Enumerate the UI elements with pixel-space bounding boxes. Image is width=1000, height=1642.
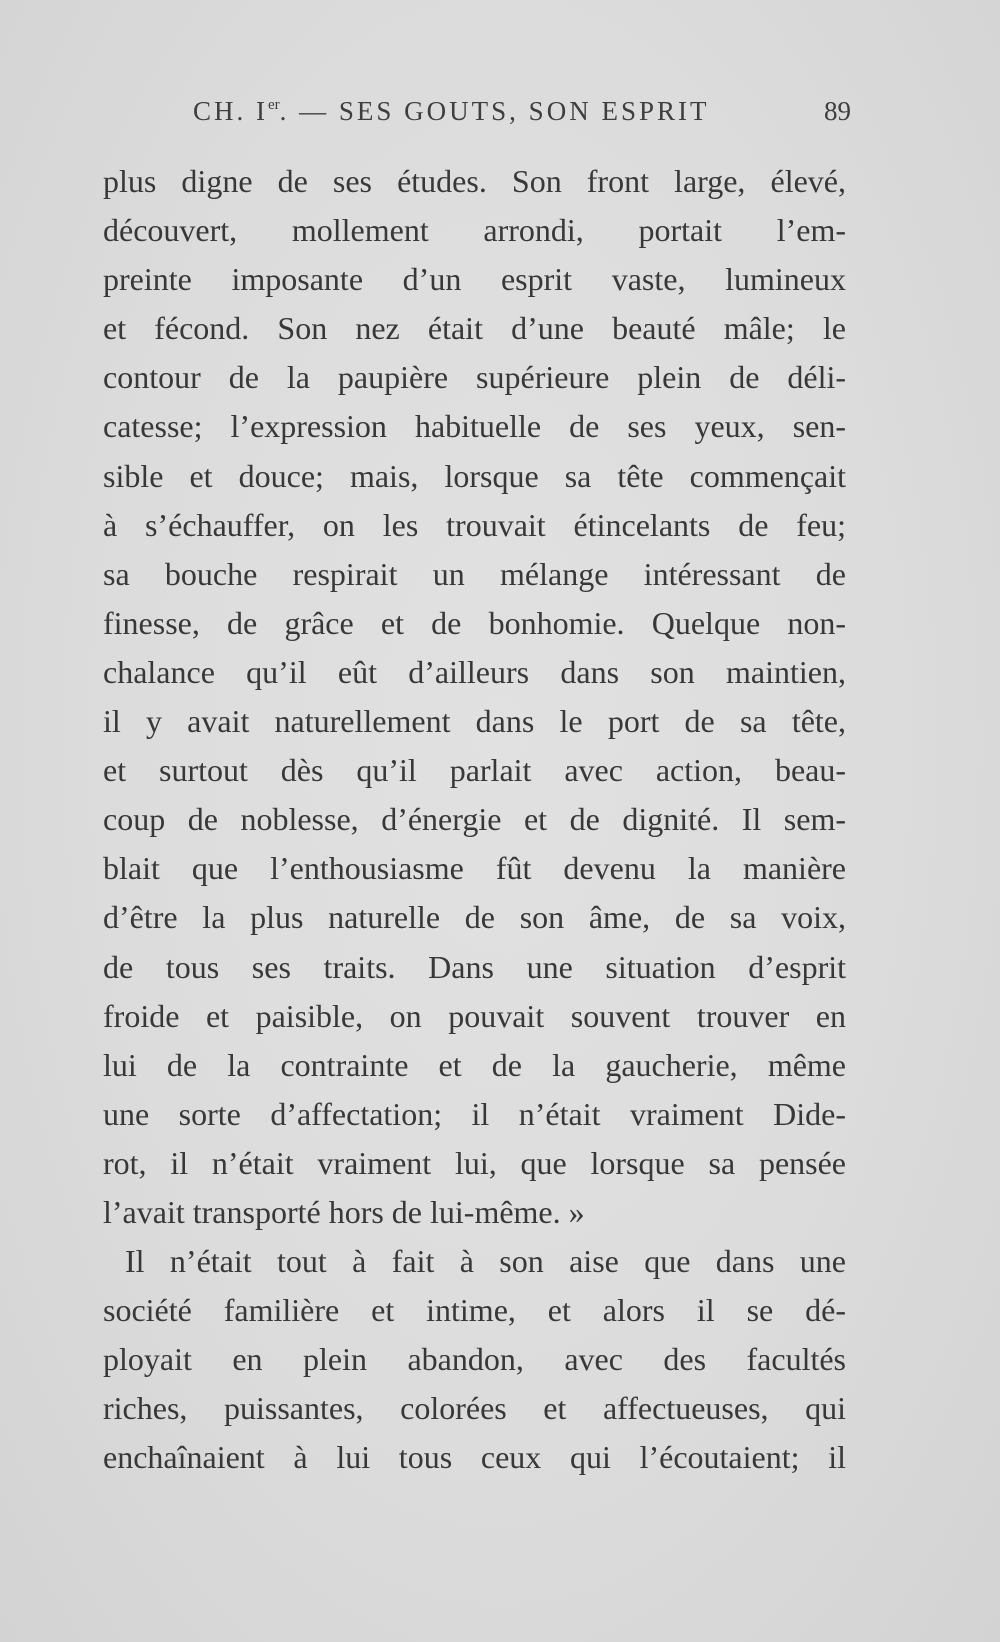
running-title-superscript: er <box>268 97 280 113</box>
text-line: de tous ses traits. Dans une situation d’esprit <box>103 948 846 985</box>
page-number: 89 <box>824 96 851 126</box>
text-line: société familière et intime, et alors il se dé- <box>103 1292 846 1329</box>
text-line: blait que l’enthousiasme fût devenu la manière <box>103 850 846 887</box>
text-line: et surtout dès qu’il parlait avec action, beau- <box>103 752 846 789</box>
text-line: sible et douce; mais, lorsque sa tête commençait <box>103 457 846 494</box>
text-line: une sorte d’affectation; il n’était vraiment Dide- <box>103 1095 846 1132</box>
running-title-chapter: CH. I <box>193 96 268 126</box>
text-line: riches, puissantes, colorées et affectueuses, qui <box>103 1390 846 1427</box>
text-line: catesse; l’expression habituelle de ses yeux, sen- <box>103 408 846 445</box>
text-line: preinte imposante d’un esprit vaste, lumineux <box>103 261 846 298</box>
text-line: plus digne de ses études. Son front large, élevé, <box>103 163 846 199</box>
text-line-paragraph-start: Il n’était tout à fait à son aise que dans une <box>125 1243 846 1280</box>
text-line: d’être la plus naturelle de son âme, de sa voix, <box>103 899 846 936</box>
text-line: enchaînaient à lui tous ceux qui l’écoutaient; il <box>103 1439 846 1476</box>
running-title-text: . — SES GOUTS, SON ESPRIT <box>279 96 710 126</box>
running-title <box>193 96 709 127</box>
body-text <box>103 157 846 1483</box>
text-line: lui de la contrainte et de la gaucherie, même <box>103 1046 846 1083</box>
text-line: chalance qu’il eût d’ailleurs dans son maintien, <box>103 653 846 690</box>
text-line: coup de noblesse, d’énergie et de dignité. Il sem- <box>103 801 846 838</box>
text-line: et fécond. Son nez était d’une beauté mâle; le <box>103 310 846 347</box>
text-line-paragraph-end: l’avait transporté hors de lui-même. » <box>103 1193 585 1230</box>
text-line: il y avait naturellement dans le port de sa tête, <box>103 703 846 740</box>
text-line: rot, il n’était vraiment lui, que lorsque sa pensée <box>103 1144 846 1181</box>
text-line: contour de la paupière supérieure plein de déli- <box>103 359 846 396</box>
text-line: finesse, de grâce et de bonhomie. Quelque non- <box>103 604 846 641</box>
page-header <box>193 96 851 132</box>
text-line: froide et paisible, on pouvait souvent trouver en <box>103 997 846 1034</box>
text-line: ployait en plein abandon, avec des facultés <box>103 1341 846 1378</box>
text-line: à s’échauffer, on les trouvait étincelants de feu; <box>103 506 846 543</box>
text-line: découvert, mollement arrondi, portait l’em- <box>103 212 846 249</box>
text-line: sa bouche respirait un mélange intéressant de <box>103 555 846 592</box>
